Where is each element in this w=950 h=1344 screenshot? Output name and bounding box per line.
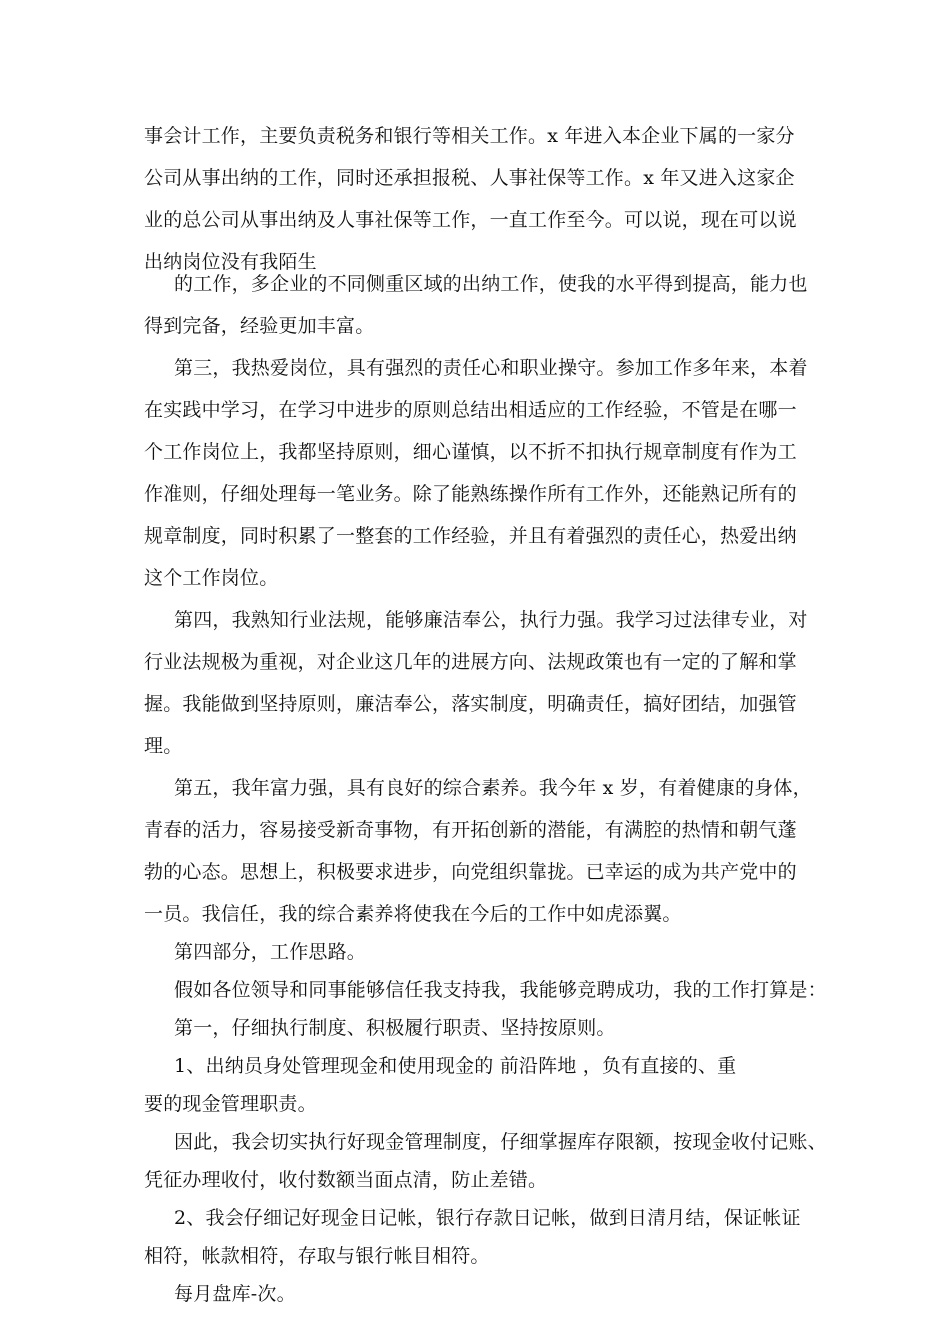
text-line: 规章制度，同时积累了一整套的工作经验，并且有着强烈的责任心，热爱出纳: [144, 525, 797, 547]
text-line: 一员。我信任，我的综合素养将使我在今后的工作中如虎添翼。: [144, 903, 682, 925]
text-line: 公司从事出纳的工作，同时还承担报税、人事社保等工作。x 年又进入这家企: [144, 167, 795, 189]
text-line: 事会计工作，主要负责税务和银行等相关工作。x 年进入本企业下属的一家分: [144, 125, 795, 147]
text-line: 每月盘库-次。: [174, 1283, 296, 1305]
text-line: 业的总公司从事出纳及人事社保等工作，一直工作至今。可以说，现在可以说: [144, 209, 797, 231]
text-line: 第一，仔细执行制度、积极履行职责、坚持按原则。: [174, 1017, 616, 1039]
text-line: 这个工作岗位。: [144, 567, 279, 589]
text-line: 第三，我热爱岗位，具有强烈的责任心和职业操守。参加工作多年来，本着: [174, 357, 808, 379]
text-line: 的工作，多企业的不同侧重区域的出纳工作，使我的水平得到提高，能力也: [174, 273, 808, 295]
text-line: 青春的活力，容易接受新奇事物，有开拓创新的潜能，有满腔的热情和朝气蓬: [144, 819, 797, 841]
text-line: 2、我会仔细记好现金日记帐，银行存款日记帐，做到日清月结，保证帐证: [174, 1207, 801, 1229]
text-line: 第四部分，工作思路。: [174, 941, 367, 963]
text-line: 因此，我会切实执行好现金管理制度，仔细掌握库存限额，按现金收付记账、: [174, 1131, 827, 1153]
text-line: 第四，我熟知行业法规，能够廉洁奉公，执行力强。我学习过法律专业，对: [174, 609, 808, 631]
text-line: 相符，帐款相符，存取与银行帐目相符。: [144, 1245, 490, 1267]
text-line: 在实践中学习，在学习中进步的原则总结出相适应的工作经验，不管是在哪一: [144, 399, 797, 421]
text-line: 握。我能做到坚持原则，廉洁奉公，落实制度，明确责任，搞好团结，加强管: [144, 693, 797, 715]
text-line: 得到完备，经验更加丰富。: [144, 315, 375, 337]
text-line: 1、出纳员身处管理现金和使用现金的 前沿阵地 ，负有直接的、重: [174, 1055, 737, 1077]
text-line: 第五，我年富力强，具有良好的综合素养。我今年 x 岁，有着健康的身体，: [174, 777, 812, 799]
text-line: 勃的心态。思想上，积极要求进步，向党组织靠拢。已幸运的成为共产党中的: [144, 861, 797, 883]
text-line: 个工作岗位上，我都坚持原则，细心谨慎，以不折不扣执行规章制度有作为工: [144, 441, 797, 463]
text-line: 假如各位领导和同事能够信任我支持我，我能够竞聘成功，我的工作打算是：: [174, 979, 827, 1001]
text-line: 行业法规极为重视，对企业这几年的进展方向、法规政策也有一定的了解和掌: [144, 651, 797, 673]
text-line: 凭征办理收付，收付数额当面点清，防止差错。: [144, 1169, 548, 1191]
text-line: 要的现金管理职责。: [144, 1093, 317, 1115]
text-line: 理。: [144, 735, 183, 757]
text-line: 作准则，仔细处理每一笔业务。除了能熟练操作所有工作外，还能熟记所有的: [144, 483, 797, 505]
text-line: 出纳岗位没有我陌生: [144, 251, 317, 273]
